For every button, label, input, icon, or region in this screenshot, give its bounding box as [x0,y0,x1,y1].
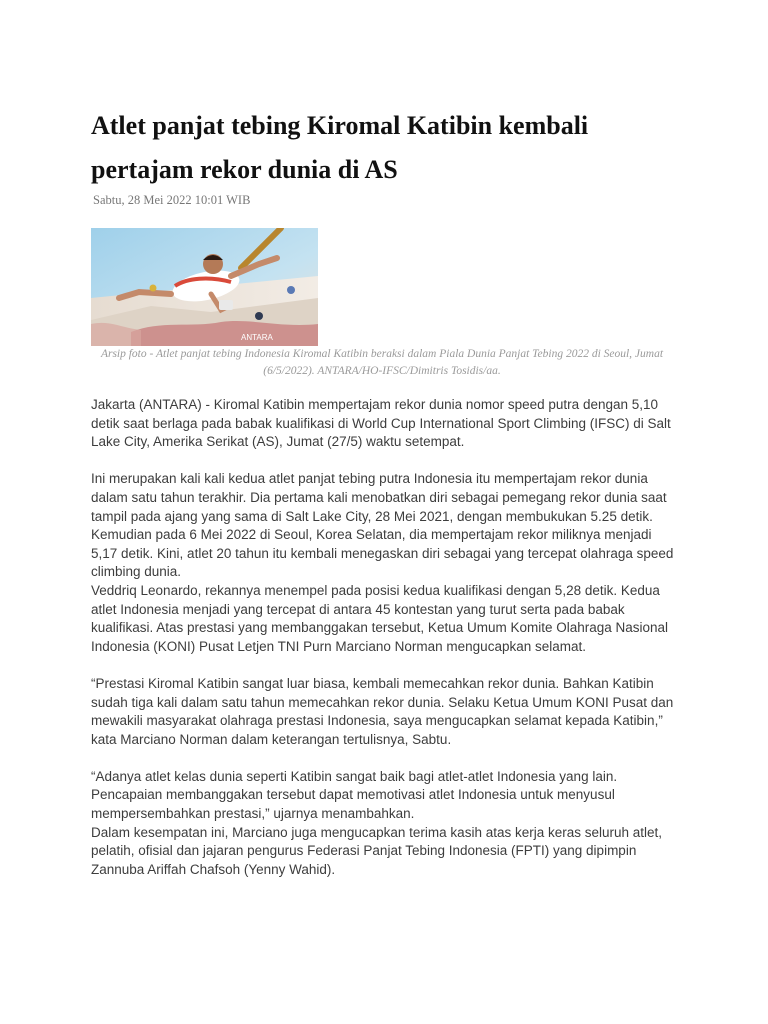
article-paragraph: Jakarta (ANTARA) - Kiromal Katibin mempertajam rekor dunia nomor speed putra dengan 5,10 detik saat berlaga pada babak kualifikasi di World Cup International Sport Climbing (IFSC) di Salt Lake City, Amerika Serikat (AS), Jumat (27/5) waktu setempat. [91,397,671,450]
photo-watermark: ANTARA [241,333,273,342]
climber-photo [91,228,318,346]
article-body [91,396,681,879]
article-paragraph: Dalam kesempatan ini, Marciano juga mengucapkan terima kasih atas kerja keras seluruh atlet, pelatih, ofisial dan jajaran pengurus Federasi Panjat Tebing Indonesia (FPTI) yang dipimpin Zannuba Ariffah Chafsoh (Yenny Wahid). [91,824,663,877]
article-paragraph: Veddriq Leonardo, rekannya menempel pada posisi kedua kualifikasi dengan 5,28 detik. Kedua atlet Indonesia menjadi yang tercepat di antara 45 kontestan yang turut serta pada babak kualifikasi. Atas prestasi yang membanggakan tersebut, Ketua Umum Komite Olahraga Nasional Indonesia (KONI) Pusat Letjen TNI Purn Marciano Norman mengucapkan selamat. [91,582,669,654]
article-paragraph: Ini merupakan kali kali kedua atlet panjat tebing putra Indonesia itu mempertajam rekor dunia dalam satu tahun terakhir. Dia pertama kali menobatkan diri sebagai pemegang rekor dunia saat tampil pada ajang yang sama di Salt Lake City, 28 Mei 2021, dengan membukukan 5.25 detik. [91,471,667,524]
article-title: Atlet panjat tebing Kiromal Katibin kembali pertajam rekor dunia di AS [91,111,589,184]
article-date: Sabtu, 28 Mei 2022 10:01 WIB [93,193,251,207]
photo-caption: Arsip foto - Atlet panjat tebing Indonesia Kiromal Katibin beraksi dalam Piala Dunia Panjat Tebing 2022 di Seoul, Jumat (6/5/2022). ANTARA/HO-IFSC/Dimitris Tosidis/aa. [100,348,664,377]
article-photo [91,228,318,346]
article-paragraph: “Adanya atlet kelas dunia seperti Katibin sangat baik bagi atlet-atlet Indonesia yang lain. Pencapaian membanggakan tersebut dapat memotivasi atlet Indonesia untuk menyusul mempersembahkan prestasi,” ujarnya menambahkan. [91,768,618,822]
article-paragraph: “Prestasi Kiromal Katibin sangat luar biasa, kembali memecahkan rekor dunia. Bahkan Katibin sudah tiga kali dalam satu tahun memecahkan rekor dunia. Selaku Ketua Umum KONI Pusat dan mewakili masyarakat olahraga prestasi Indonesia, saya mengucapkan selamat kepada Katibin,” kata Marciano Norman dalam keterangan tertulisnya, Sabtu. [91,675,674,747]
article-paragraph: Kemudian pada 6 Mei 2022 di Seoul, Korea Selatan, dia mempertajam rekor miliknya menjadi 5,17 detik. Kini, atlet 20 tahun itu kembali menegaskan diri sebagai yang tercepat olahraga speed climbing dunia. [91,527,674,580]
